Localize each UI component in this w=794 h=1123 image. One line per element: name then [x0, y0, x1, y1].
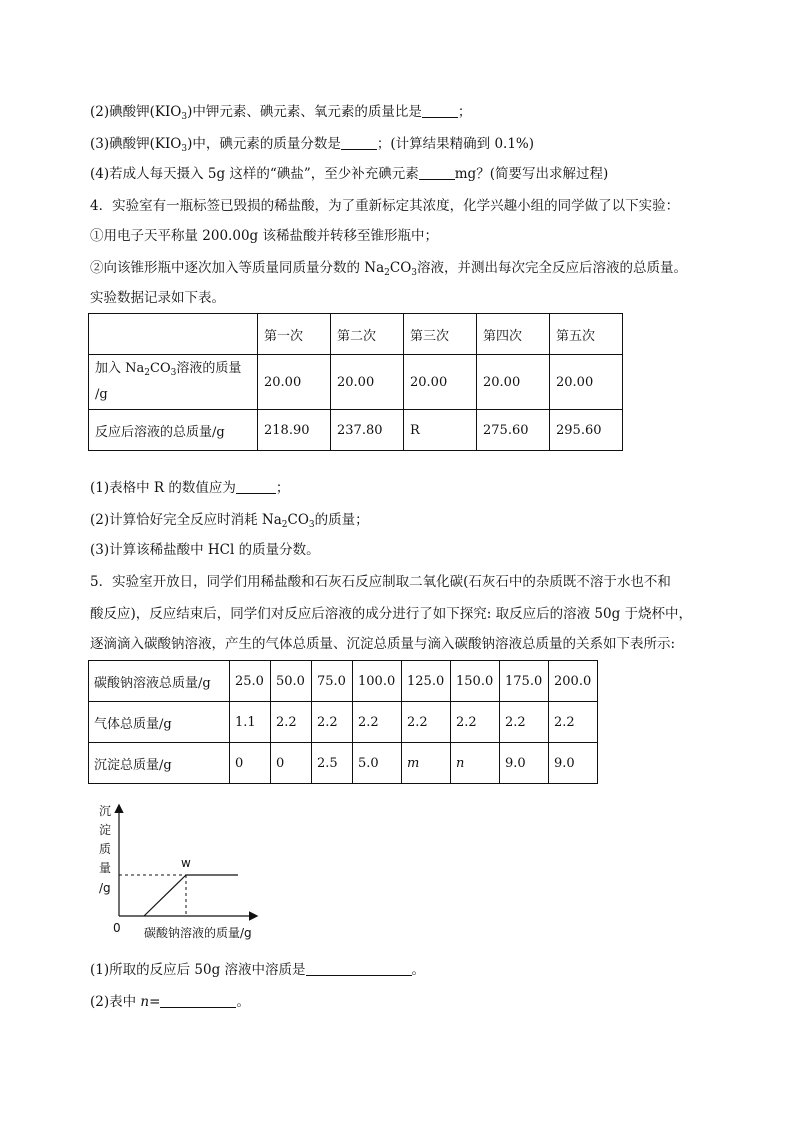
table-row — [89, 702, 598, 743]
table-cell: 2.2 — [353, 702, 402, 743]
y-axis-label-char: 沉 — [99, 804, 112, 818]
table-row-label: 沉淀总质量/g — [89, 743, 230, 784]
precipitate-mass-graph — [86, 800, 286, 950]
table-cell: 2.2 — [451, 702, 500, 743]
x-axis-label: 碳酸钠溶液的质量/g — [144, 926, 252, 940]
table-row-label: 碳酸钠溶液总质量/g — [89, 661, 230, 702]
problem-4-sub-1: (1)表格中 R 的数值应为 ； — [90, 480, 290, 496]
table-row — [89, 743, 598, 784]
problem-4-sub-2: (2)计算恰好完全反应时消耗 $Na_2CO_3$的质量； — [90, 512, 369, 530]
table-cell: 2.2 — [402, 702, 451, 743]
table-cell: 125.0 — [402, 661, 451, 702]
table-cell: 0 — [271, 743, 312, 784]
question-2: (2)碘酸钾$(KIO_3)$中钾元素、碘元素、氧元素的质量比是 ； — [90, 104, 472, 122]
table-cell: n — [451, 743, 500, 784]
origin-label: 0 — [113, 921, 121, 935]
table-cell: 0 — [230, 743, 271, 784]
problem-5-sub-2: (2)表中 n= 。 — [90, 994, 250, 1010]
table-cell: 20.00 — [477, 355, 550, 410]
table-row — [89, 410, 623, 451]
table-cell: m — [402, 743, 451, 784]
answer-blank[interactable] — [160, 993, 236, 1008]
table-header-cell: 第五次 — [550, 314, 623, 355]
table-row-label: 气体总质量/g — [89, 702, 230, 743]
y-axis-label-char: 淀 — [99, 823, 112, 837]
answer-blank[interactable] — [419, 165, 455, 180]
table-cell: 100.0 — [353, 661, 402, 702]
y-axis-label-char: /g — [99, 881, 111, 895]
table-row-label: 加入 $Na_2CO_3$溶液的质量 /g — [89, 355, 258, 410]
table-cell: 150.0 — [451, 661, 500, 702]
table-cell: 2.2 — [500, 702, 549, 743]
answer-blank[interactable] — [306, 961, 412, 976]
answer-blank[interactable] — [341, 135, 377, 150]
table-cell: 2.2 — [312, 702, 353, 743]
question-3: (3)碘酸钾$(KIO_3)$中，碘元素的质量分数是 ；(计算结果精确到 0.1%) — [90, 136, 535, 154]
table-header-row — [89, 314, 623, 355]
table-cell: 175.0 — [500, 661, 549, 702]
problem-4-step-2: ②向该锥形瓶中逐次加入等质量同质量分数的 $Na_2CO_3$溶液，并测出每次完全反应后溶液的总质量。 — [90, 260, 688, 278]
answer-blank[interactable] — [422, 103, 458, 118]
table-cell: 295.60 — [550, 410, 623, 451]
table-cell: 20.00 — [404, 355, 477, 410]
table-cell: 25.0 — [230, 661, 271, 702]
problem-4-sub-3: (3)计算该稀盐酸中 HCl 的质量分数。 — [90, 542, 320, 558]
problem-5-line-3: 逐滴滴入碳酸钠溶液，产生的气体总质量、沉淀总质量与滴入碳酸钠溶液总质量的关系如下表所示: — [90, 636, 676, 652]
y-axis-label-char: 质 — [99, 842, 112, 856]
problem-4-note: 实验数据记录如下表。 — [90, 290, 225, 306]
problem-5-line-2: 酸反应)，反应结束后，同学们对反应后溶液的成分进行了如下探究: 取反应后的溶液 50g 于烧杯中， — [90, 606, 693, 622]
table-cell: 237.80 — [331, 410, 404, 451]
table-row — [89, 355, 623, 410]
table-cell: 1.1 — [230, 702, 271, 743]
precipitate-curve-rise — [144, 875, 186, 916]
table-cell: 75.0 — [312, 661, 353, 702]
table-cell: 5.0 — [353, 743, 402, 784]
table-cell: R — [404, 410, 477, 451]
table-cell — [89, 314, 258, 355]
table-cell: 20.00 — [258, 355, 331, 410]
question-4: (4)若成人每天摄入 5g 这样的“碘盐”，至少补充碘元素 mg？(简要写出求解过程) — [90, 166, 609, 182]
table-header-cell: 第二次 — [331, 314, 404, 355]
table-header-cell: 第四次 — [477, 314, 550, 355]
problem-4-intro: 4．实验室有一瓶标签已毁损的稀盐酸，为了重新标定其浓度，化学兴趣小组的同学做了以下实验： — [90, 198, 680, 214]
table-header-cell: 第一次 — [258, 314, 331, 355]
problem-5-sub-1: (1)所取的反应后 50g 溶液中溶质是 。 — [90, 962, 426, 978]
table-cell: 2.2 — [271, 702, 312, 743]
problem-4-step-1: ①用电子天平称量 200.00g 该稀盐酸并转移至锥形瓶中； — [90, 228, 438, 244]
table-row-label: 反应后溶液的总质量/g — [89, 410, 258, 451]
table-header-cell: 第三次 — [404, 314, 477, 355]
table-cell: 9.0 — [549, 743, 598, 784]
table-cell: 218.90 — [258, 410, 331, 451]
table-cell: 20.00 — [331, 355, 404, 410]
answer-blank[interactable] — [236, 479, 276, 494]
table-cell: 275.60 — [477, 410, 550, 451]
table-row — [89, 661, 598, 702]
problem-5-line-1: 5．实验室开放日，同学们用稀盐酸和石灰石反应制取二氧化碳(石灰石中的杂质既不溶于水也不和 — [90, 574, 671, 590]
y-axis-label-char: 量 — [99, 861, 112, 875]
point-label-w: w — [181, 856, 191, 870]
table-cell: 200.0 — [549, 661, 598, 702]
table-cell: 9.0 — [500, 743, 549, 784]
table-cell: 2.2 — [549, 702, 598, 743]
results-table — [88, 660, 598, 784]
experiment-data-table — [88, 313, 623, 451]
table-cell: 50.0 — [271, 661, 312, 702]
table-cell: 20.00 — [550, 355, 623, 410]
table-cell: 2.5 — [312, 743, 353, 784]
